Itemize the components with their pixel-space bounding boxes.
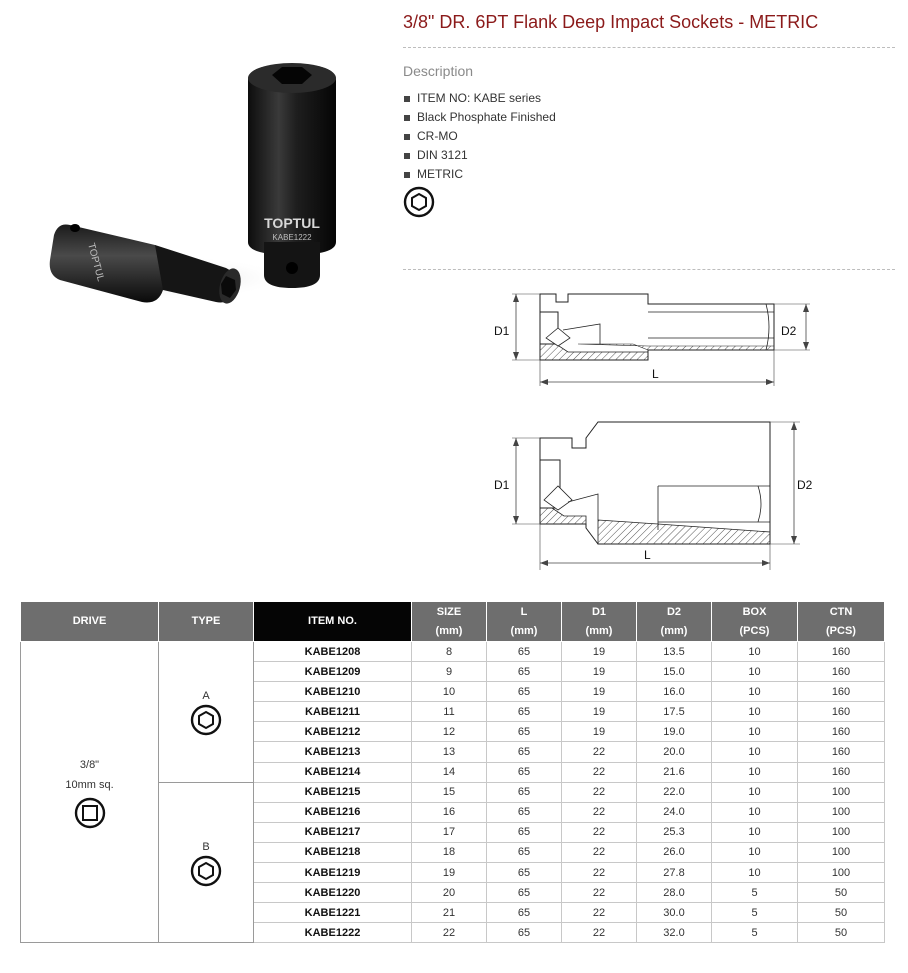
cell-item: KABE1215 bbox=[254, 782, 412, 802]
cell-box: 10 bbox=[712, 642, 798, 662]
cell-ctn: 100 bbox=[798, 842, 885, 862]
cell-d1: 19 bbox=[562, 642, 637, 662]
cell-size: 11 bbox=[412, 702, 487, 722]
diagram-b-l-label: L bbox=[644, 548, 651, 562]
cell-size: 21 bbox=[412, 903, 487, 923]
diagram-a-d2-label: D2 bbox=[781, 324, 797, 338]
feature-item: DIN 3121 bbox=[403, 148, 556, 167]
cell-d1: 19 bbox=[562, 702, 637, 722]
bullet-icon bbox=[404, 153, 410, 159]
cell-l: 65 bbox=[487, 742, 562, 762]
cell-ctn: 160 bbox=[798, 762, 885, 782]
cell-d2: 21.6 bbox=[637, 762, 712, 782]
cell-ctn: 160 bbox=[798, 742, 885, 762]
cell-d2: 20.0 bbox=[637, 742, 712, 762]
cell-box: 10 bbox=[712, 702, 798, 722]
six-point-hex-icon bbox=[190, 704, 222, 736]
divider bbox=[403, 269, 895, 270]
cell-size: 15 bbox=[412, 782, 487, 802]
cell-ctn: 160 bbox=[798, 682, 885, 702]
cell-size: 19 bbox=[412, 863, 487, 883]
cell-l: 65 bbox=[487, 903, 562, 923]
cell-d2: 27.8 bbox=[637, 863, 712, 883]
type-b-cell bbox=[159, 782, 254, 943]
cell-size: 18 bbox=[412, 842, 487, 862]
feature-item: Black Phosphate Finished bbox=[403, 110, 556, 129]
cell-box: 10 bbox=[712, 662, 798, 682]
cell-ctn: 160 bbox=[798, 642, 885, 662]
col-header-l: L (mm) bbox=[487, 602, 562, 642]
cell-l: 65 bbox=[487, 802, 562, 822]
cell-d1: 22 bbox=[562, 863, 637, 883]
cell-d2: 15.0 bbox=[637, 662, 712, 682]
diagram-type-b bbox=[488, 412, 818, 570]
cell-d1: 22 bbox=[562, 742, 637, 762]
cell-d1: 22 bbox=[562, 903, 637, 923]
cell-l: 65 bbox=[487, 682, 562, 702]
cell-size: 8 bbox=[412, 642, 487, 662]
cell-ctn: 100 bbox=[798, 782, 885, 802]
cell-size: 16 bbox=[412, 802, 487, 822]
cell-size: 12 bbox=[412, 722, 487, 742]
diagram-a-l-label: L bbox=[652, 367, 659, 381]
cell-d2: 30.0 bbox=[637, 903, 712, 923]
cell-item: KABE1210 bbox=[254, 682, 412, 702]
cell-item: KABE1209 bbox=[254, 662, 412, 682]
col-header-drive: DRIVE bbox=[21, 602, 159, 642]
cell-item: KABE1212 bbox=[254, 722, 412, 742]
cell-d2: 22.0 bbox=[637, 782, 712, 802]
cell-box: 5 bbox=[712, 903, 798, 923]
cell-d2: 25.3 bbox=[637, 822, 712, 842]
cell-box: 10 bbox=[712, 863, 798, 883]
cell-ctn: 50 bbox=[798, 903, 885, 923]
diagram-b-d2-label: D2 bbox=[797, 478, 813, 492]
table-row bbox=[21, 642, 885, 662]
big-socket bbox=[248, 63, 336, 288]
feature-item: METRIC bbox=[403, 167, 556, 186]
square-drive-icon bbox=[74, 797, 106, 829]
cell-l: 65 bbox=[487, 702, 562, 722]
bullet-icon bbox=[404, 134, 410, 140]
feature-item: CR-MO bbox=[403, 129, 556, 148]
big-socket-brand: TOPTUL bbox=[264, 215, 320, 231]
diagram-type-a bbox=[488, 282, 818, 394]
cell-l: 65 bbox=[487, 842, 562, 862]
cell-d2: 19.0 bbox=[637, 722, 712, 742]
cell-d1: 22 bbox=[562, 802, 637, 822]
cell-d1: 22 bbox=[562, 762, 637, 782]
cell-item: KABE1222 bbox=[254, 923, 412, 943]
page-title: 3/8" DR. 6PT Flank Deep Impact Sockets - METRIC bbox=[403, 12, 819, 32]
cell-d1: 19 bbox=[562, 722, 637, 742]
cell-l: 65 bbox=[487, 863, 562, 883]
cell-item: KABE1216 bbox=[254, 802, 412, 822]
cell-l: 65 bbox=[487, 822, 562, 842]
cell-d2: 32.0 bbox=[637, 923, 712, 943]
bullet-icon bbox=[404, 96, 410, 102]
cell-ctn: 100 bbox=[798, 863, 885, 883]
cell-size: 17 bbox=[412, 822, 487, 842]
drive-size: 3/8" bbox=[79, 759, 100, 772]
cell-box: 10 bbox=[712, 802, 798, 822]
cell-d2: 17.5 bbox=[637, 702, 712, 722]
cell-ctn: 100 bbox=[798, 822, 885, 842]
feature-list bbox=[403, 91, 556, 186]
cell-box: 10 bbox=[712, 742, 798, 762]
cell-l: 65 bbox=[487, 662, 562, 682]
cell-item: KABE1220 bbox=[254, 883, 412, 903]
cell-d1: 22 bbox=[562, 842, 637, 862]
cell-ctn: 160 bbox=[798, 702, 885, 722]
cell-l: 65 bbox=[487, 923, 562, 943]
six-point-hex-icon bbox=[403, 186, 435, 218]
cell-d1: 22 bbox=[562, 782, 637, 802]
cell-l: 65 bbox=[487, 722, 562, 742]
cell-d2: 16.0 bbox=[637, 682, 712, 702]
cell-size: 10 bbox=[412, 682, 487, 702]
small-socket bbox=[50, 224, 245, 306]
cell-box: 10 bbox=[712, 842, 798, 862]
cell-ctn: 100 bbox=[798, 802, 885, 822]
col-header-item-no: ITEM NO. bbox=[254, 602, 412, 642]
cell-d1: 22 bbox=[562, 923, 637, 943]
diagram-a-d1-label: D1 bbox=[494, 324, 510, 338]
cell-ctn: 50 bbox=[798, 923, 885, 943]
cell-d1: 19 bbox=[562, 662, 637, 682]
cell-box: 5 bbox=[712, 883, 798, 903]
cell-box: 10 bbox=[712, 762, 798, 782]
cell-size: 13 bbox=[412, 742, 487, 762]
drive-cell bbox=[21, 642, 159, 943]
cell-box: 10 bbox=[712, 822, 798, 842]
cell-l: 65 bbox=[487, 762, 562, 782]
cell-item: KABE1211 bbox=[254, 702, 412, 722]
cell-item: KABE1217 bbox=[254, 822, 412, 842]
cell-item: KABE1213 bbox=[254, 742, 412, 762]
cell-d2: 26.0 bbox=[637, 842, 712, 862]
feature-item: ITEM NO: KABE series bbox=[403, 91, 556, 110]
cell-d1: 22 bbox=[562, 883, 637, 903]
description-heading: Description bbox=[403, 63, 474, 79]
cell-d1: 22 bbox=[562, 822, 637, 842]
cell-ctn: 160 bbox=[798, 662, 885, 682]
small-socket-brand: TOPTUL bbox=[85, 241, 106, 283]
col-header-type: TYPE bbox=[159, 602, 254, 642]
cell-d2: 13.5 bbox=[637, 642, 712, 662]
type-a-cell bbox=[159, 642, 254, 783]
type-label: A bbox=[202, 689, 210, 702]
cell-ctn: 160 bbox=[798, 722, 885, 742]
divider bbox=[403, 47, 895, 48]
product-photo bbox=[30, 50, 390, 340]
cell-box: 10 bbox=[712, 722, 798, 742]
diagram-b-d1-label: D1 bbox=[494, 478, 510, 492]
cell-item: KABE1218 bbox=[254, 842, 412, 862]
cell-size: 22 bbox=[412, 923, 487, 943]
col-header-box: BOX (PCS) bbox=[712, 602, 798, 642]
six-point-hex-icon bbox=[190, 855, 222, 887]
cell-d1: 19 bbox=[562, 682, 637, 702]
cell-d2: 28.0 bbox=[637, 883, 712, 903]
cell-box: 10 bbox=[712, 782, 798, 802]
cell-item: KABE1221 bbox=[254, 903, 412, 923]
cell-l: 65 bbox=[487, 782, 562, 802]
type-label: B bbox=[202, 840, 210, 853]
bullet-icon bbox=[404, 115, 410, 121]
cell-item: KABE1219 bbox=[254, 863, 412, 883]
cell-box: 5 bbox=[712, 923, 798, 943]
cell-l: 65 bbox=[487, 642, 562, 662]
spec-table bbox=[20, 601, 885, 943]
cell-ctn: 50 bbox=[798, 883, 885, 903]
drive-square: 10mm sq. bbox=[65, 779, 114, 792]
col-header-d2: D2 (mm) bbox=[637, 602, 712, 642]
table-header-row bbox=[21, 602, 885, 642]
col-header-ctn: CTN (PCS) bbox=[798, 602, 885, 642]
cell-l: 65 bbox=[487, 883, 562, 903]
cell-item: KABE1214 bbox=[254, 762, 412, 782]
cell-size: 20 bbox=[412, 883, 487, 903]
bullet-icon bbox=[404, 172, 410, 178]
cell-size: 9 bbox=[412, 662, 487, 682]
cell-box: 10 bbox=[712, 682, 798, 702]
cell-item: KABE1208 bbox=[254, 642, 412, 662]
col-header-size: SIZE (mm) bbox=[412, 602, 487, 642]
col-header-d1: D1 (mm) bbox=[562, 602, 637, 642]
cell-d2: 24.0 bbox=[637, 802, 712, 822]
cell-size: 14 bbox=[412, 762, 487, 782]
big-socket-code: KABE1222 bbox=[272, 233, 312, 242]
